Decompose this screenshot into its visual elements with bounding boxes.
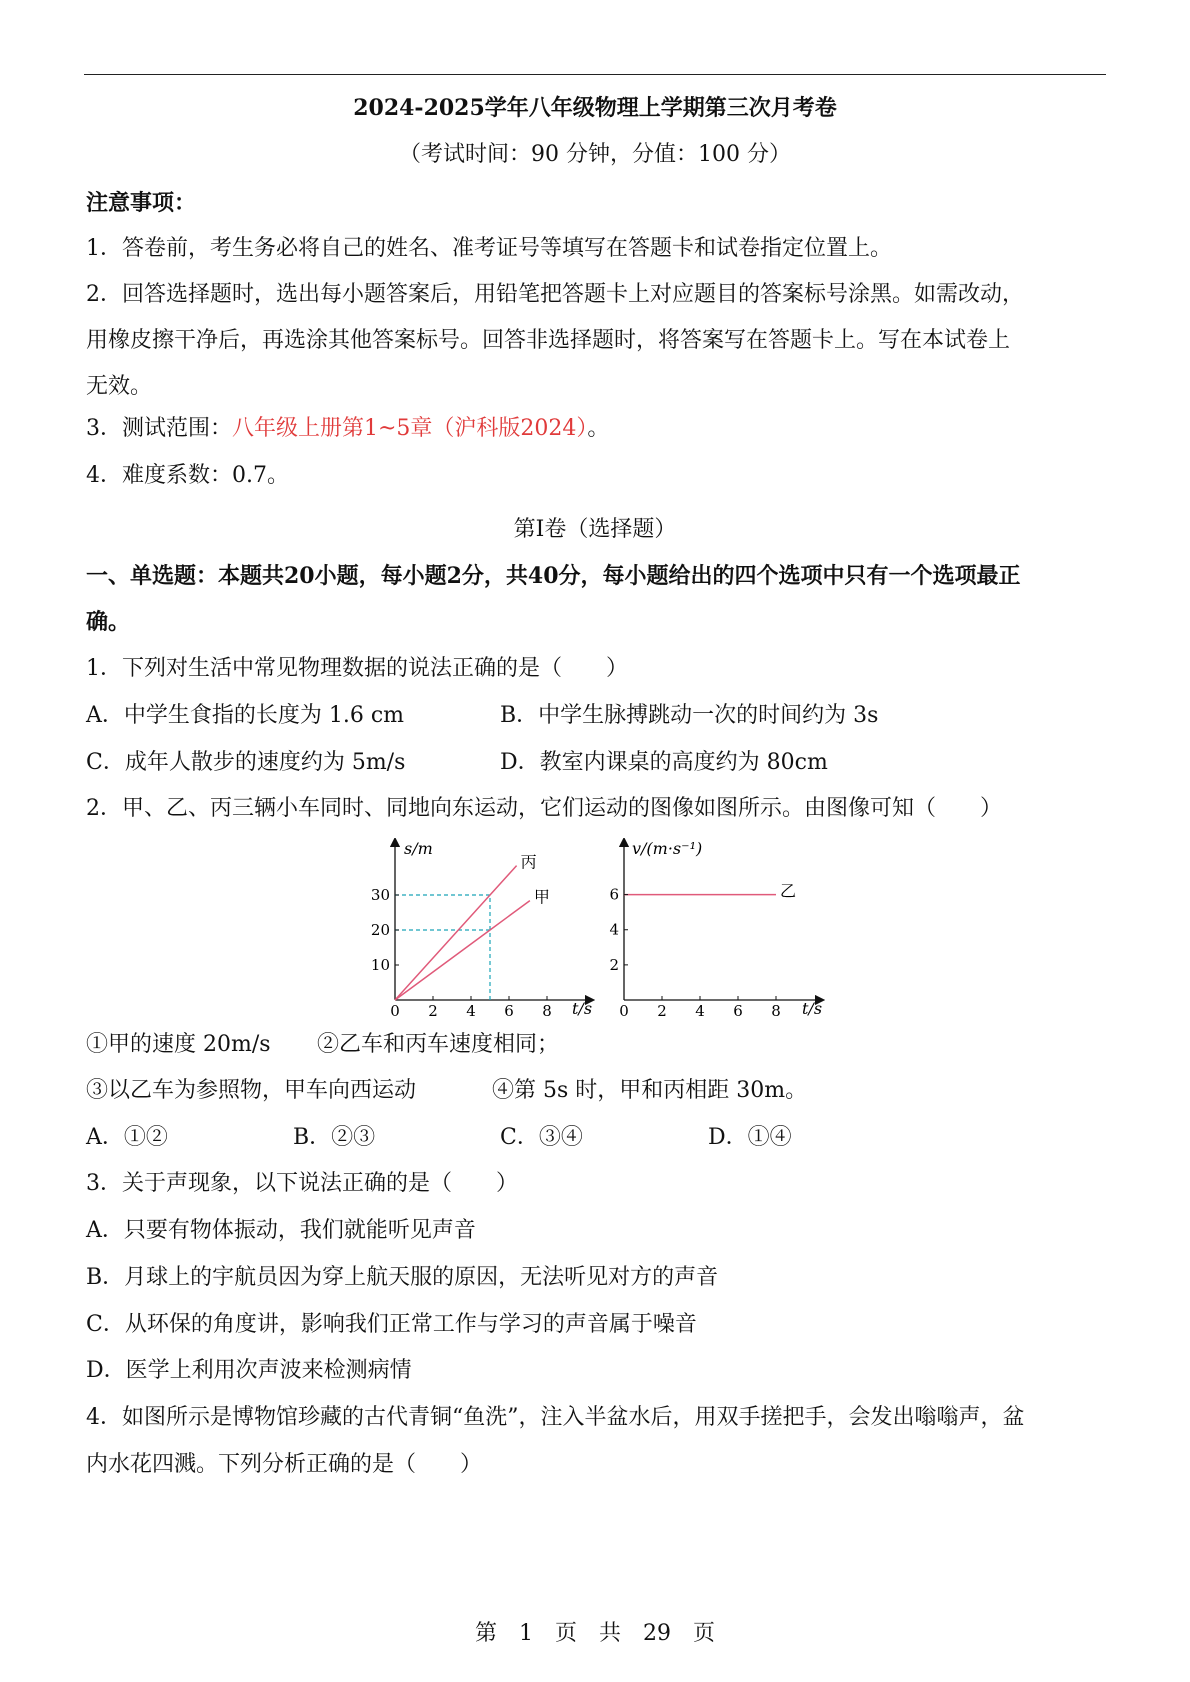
q1-option-b: B．中学生脉搏跳动一次的时间约为 3s bbox=[500, 703, 879, 728]
section-1-heading-line-2: 确。 bbox=[86, 609, 131, 635]
y-tick-label: 2 bbox=[609, 955, 619, 974]
note-2-line-1: 2．回答选择题时，选出每小题答案后，用铅笔把答题卡上对应题目的答案标号涂黑。如需改动， bbox=[86, 282, 1025, 307]
q4-stem-line-1: 4．如图所示是博物馆珍藏的古代青铜“鱼洗”，注入半盆水后，用双手搓把手，会发出嗡嗡声，盆 bbox=[86, 1405, 1025, 1430]
q3-option-c: C．从环保的角度讲，影响我们正常工作与学习的声音属于噪音 bbox=[86, 1312, 697, 1337]
note-4: 4．难度系数：0.7。 bbox=[86, 463, 289, 488]
s-t-y-label: s/m bbox=[404, 839, 433, 858]
q4-stem-line-2: 内水花四溅。下列分析正确的是（ ） bbox=[86, 1452, 483, 1477]
note-3-suffix: 。 bbox=[587, 416, 610, 441]
x-tick-label: 4 bbox=[466, 1002, 476, 1018]
q3-option-b: B．月球上的宇航员因为穿上航天服的原因，无法听见对方的声音 bbox=[86, 1265, 719, 1290]
q3-stem: 3．关于声现象，以下说法正确的是（ ） bbox=[86, 1171, 518, 1196]
page-footer: 第 1 页 共 29 页 bbox=[475, 1621, 715, 1646]
q2-option-a: A．①② bbox=[86, 1125, 168, 1150]
section-1-heading-line-1: 一、单选题：本题共20小题，每小题2分，共40分，每小题给出的四个选项中只有一个选项最正 bbox=[86, 563, 1021, 589]
series-line-甲 bbox=[395, 901, 530, 1000]
s-t-graph bbox=[360, 838, 600, 1018]
note-2-line-2: 用橡皮擦干净后，再选涂其他答案标号。回答非选择题时，将答案写在答题卡上。写在本试卷上 bbox=[86, 328, 1011, 353]
volume-title: 第I卷（选择题） bbox=[513, 517, 677, 542]
x-tick-label: 8 bbox=[771, 1002, 781, 1018]
exam-subtitle: （考试时间：90 分钟，分值：100 分） bbox=[399, 142, 791, 167]
x-tick-label: 8 bbox=[542, 1002, 552, 1018]
note-3 bbox=[86, 418, 609, 440]
y-tick-label: 30 bbox=[370, 886, 390, 904]
q2-statement-4: ④第 5s 时，甲和丙相距 30m。 bbox=[492, 1078, 808, 1103]
series-line-丙 bbox=[395, 866, 517, 1000]
q2-statement-2: ②乙车和丙车速度相同； bbox=[317, 1032, 560, 1057]
q3-option-d: D．医学上利用次声波来检测病情 bbox=[86, 1358, 412, 1383]
q2-option-c: C．③④ bbox=[500, 1125, 583, 1150]
header-rule bbox=[84, 74, 1106, 75]
x-tick-label: 4 bbox=[695, 1002, 705, 1018]
q2-stem: 2．甲、乙、丙三辆小车同时、同地向东运动，它们运动的图像如图所示。由图像可知（ ） bbox=[86, 796, 1003, 821]
x-tick-label: 6 bbox=[504, 1002, 514, 1018]
x-tick-label: 2 bbox=[428, 1002, 438, 1018]
y-tick-label: 6 bbox=[609, 885, 619, 904]
q1-option-c: C．成年人散步的速度约为 5m/s bbox=[86, 750, 406, 775]
series-label: 甲 bbox=[533, 887, 550, 907]
q3-option-a: A．只要有物体振动，我们就能听见声音 bbox=[86, 1218, 476, 1243]
test-scope: 八年级上册第1~5章（沪科版2024） bbox=[232, 416, 588, 441]
q2-statement-3: ③以乙车为参照物，甲车向西运动 bbox=[86, 1078, 417, 1103]
y-tick-label: 20 bbox=[370, 921, 390, 939]
x-tick-label: 6 bbox=[733, 1002, 743, 1018]
note-1: 1．答卷前，考生务必将自己的姓名、准考证号等填写在答题卡和试卷指定位置上。 bbox=[86, 236, 892, 261]
v-t-graph bbox=[600, 838, 840, 1018]
note-3-prefix: 3．测试范围： bbox=[86, 416, 232, 441]
y-tick-label: 10 bbox=[370, 956, 390, 974]
x-tick-label: 0 bbox=[390, 1002, 400, 1018]
q2-statement-1: ①甲的速度 20m/s bbox=[86, 1032, 271, 1057]
q1-option-a: A．中学生食指的长度为 1.6 cm bbox=[86, 703, 405, 728]
exam-title: 2024-2025学年八年级物理上学期第三次月考卷 bbox=[353, 95, 837, 121]
v-t-y-label: v/(m·s⁻¹) bbox=[632, 839, 703, 858]
q1-stem: 1．下列对生活中常见物理数据的说法正确的是（ ） bbox=[86, 656, 628, 681]
x-tick-label: 0 bbox=[619, 1002, 629, 1018]
v-t-x-label: t/s bbox=[802, 999, 823, 1018]
q2-option-d: D．①④ bbox=[708, 1125, 792, 1150]
series-label: 乙 bbox=[780, 881, 797, 901]
x-tick-label: 2 bbox=[657, 1002, 667, 1018]
series-label: 丙 bbox=[520, 852, 537, 872]
q1-option-d: D．教室内课桌的高度约为 80cm bbox=[500, 750, 828, 775]
q2-option-b: B．②③ bbox=[293, 1125, 376, 1150]
notes-heading: 注意事项： bbox=[86, 190, 197, 216]
s-t-x-label: t/s bbox=[572, 999, 593, 1018]
note-2-line-3: 无效。 bbox=[86, 374, 153, 399]
y-tick-label: 4 bbox=[609, 920, 619, 939]
